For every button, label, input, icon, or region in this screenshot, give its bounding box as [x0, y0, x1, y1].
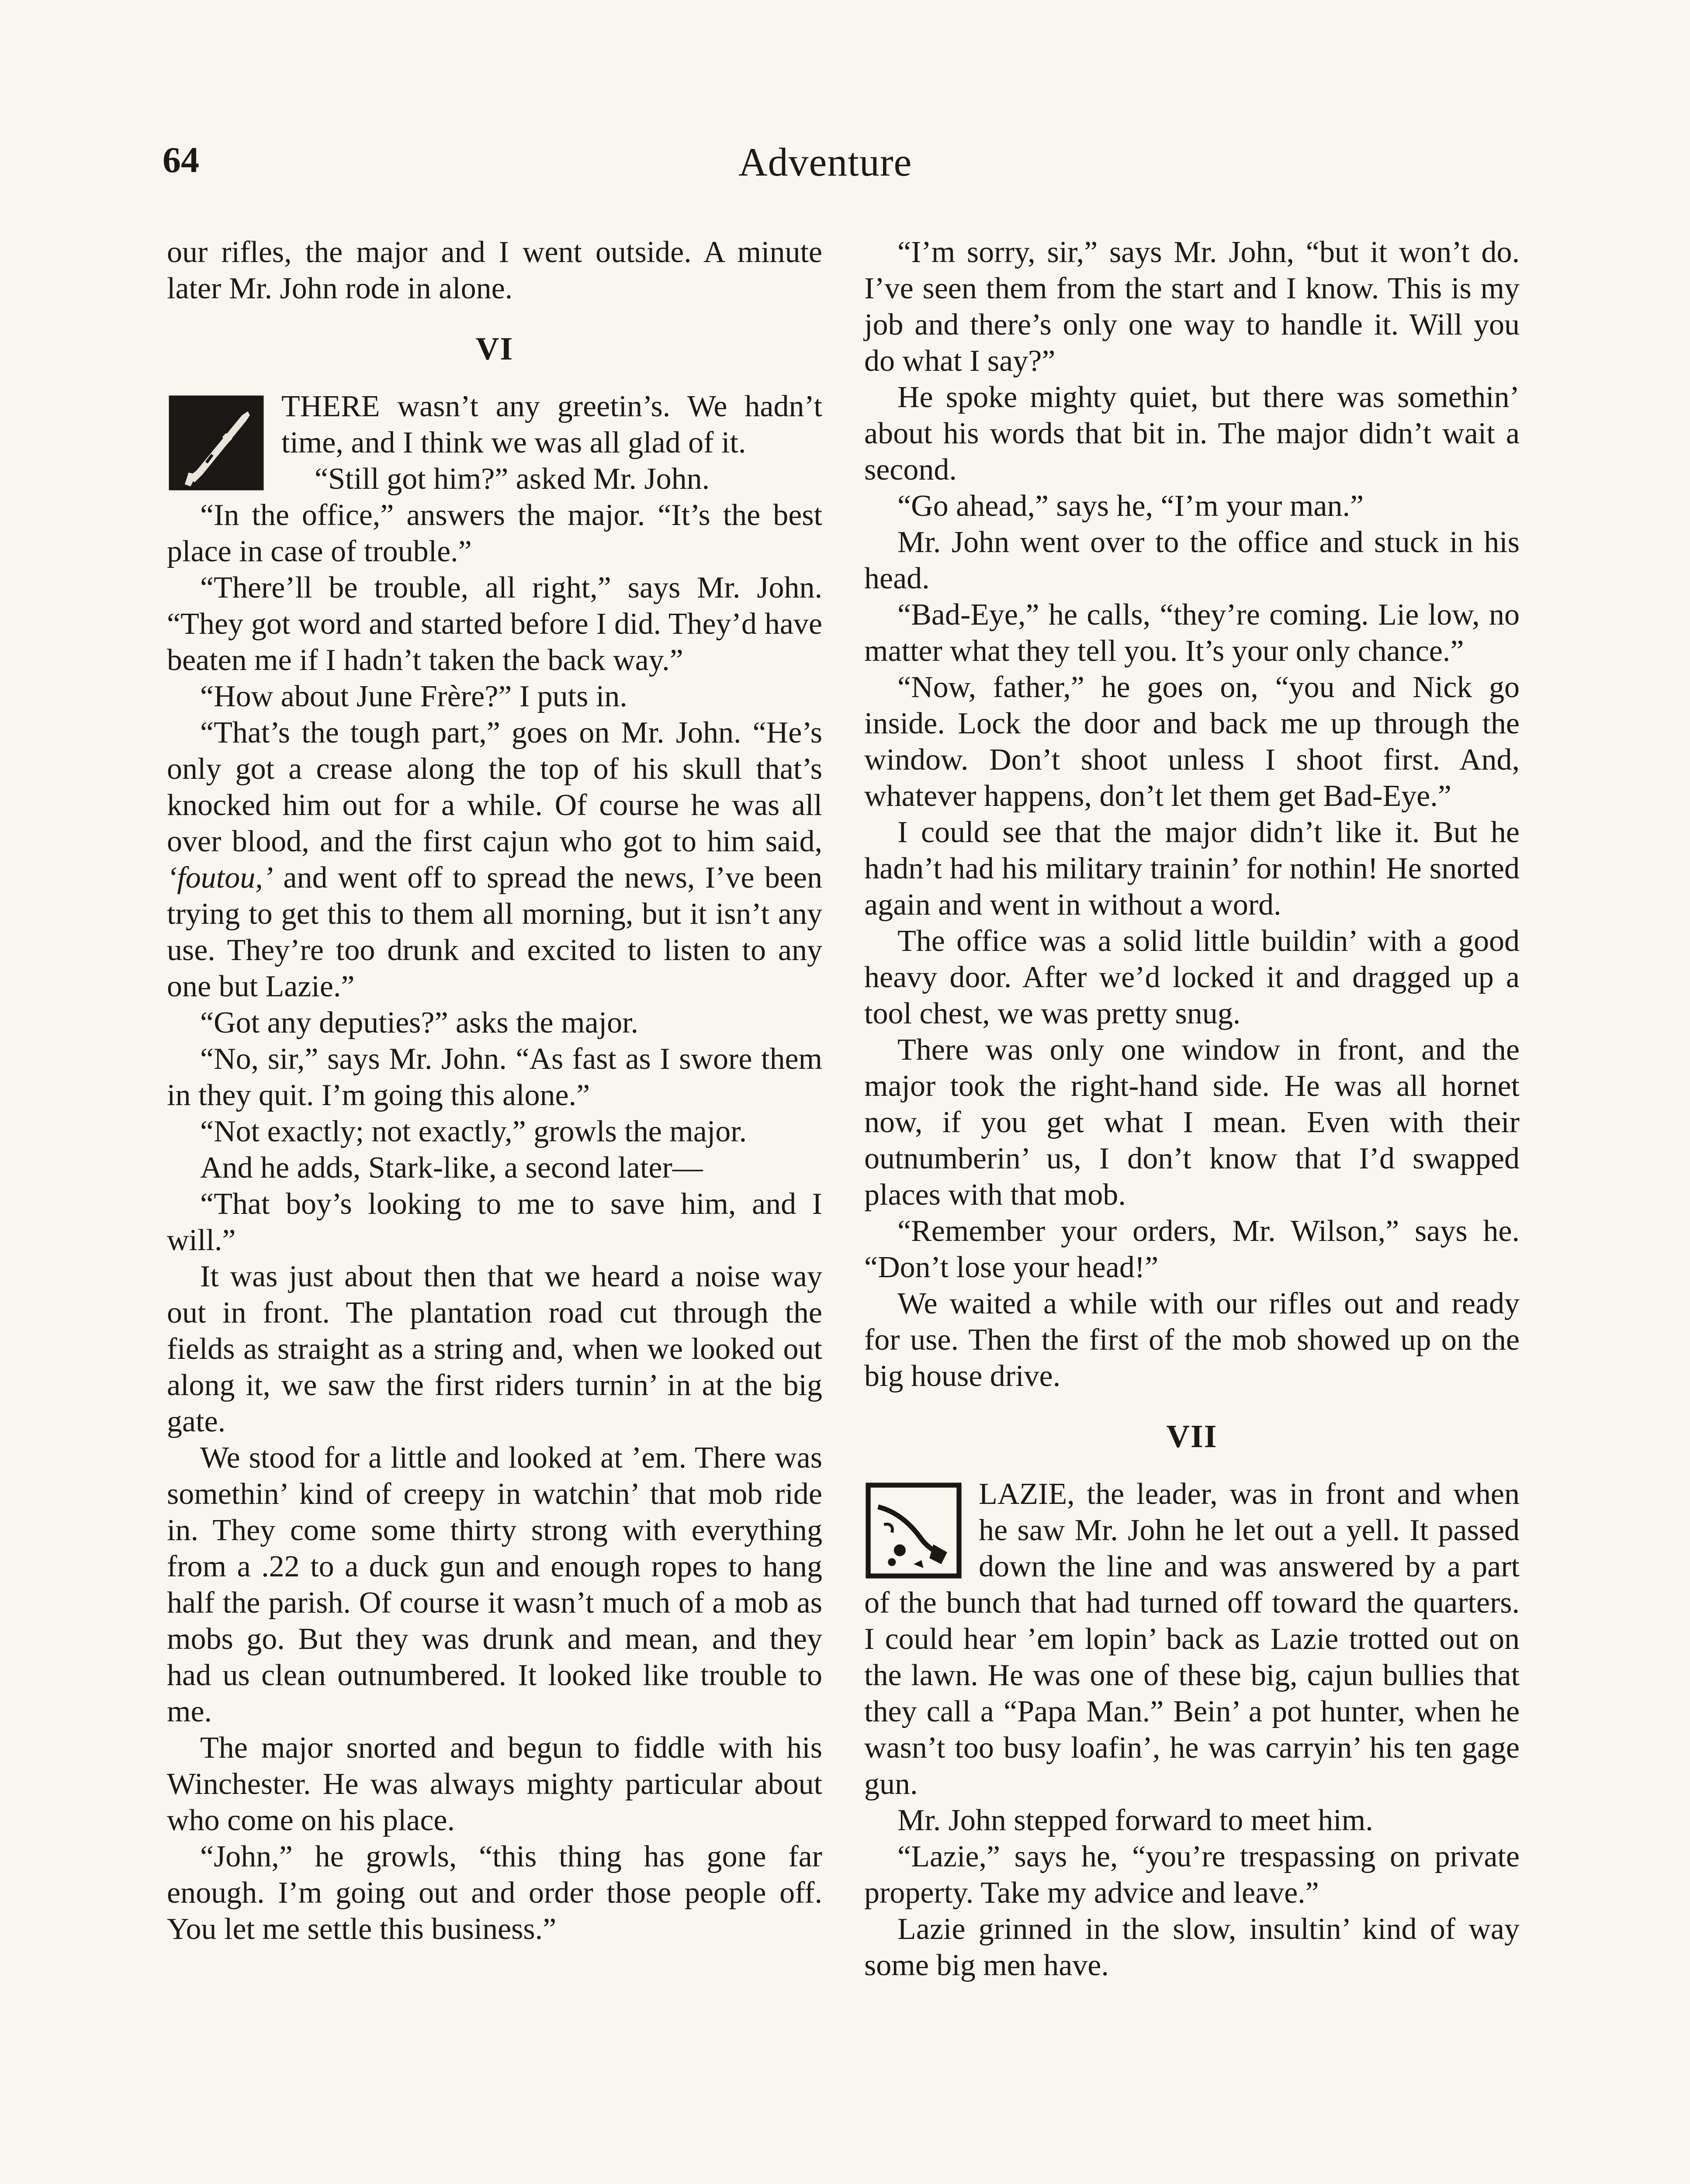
- paragraph: There was only one window in front, and the major took the right-hand side. He was all hornet now, if you get what I mean. Even with their outnumberin’ us, I don’t know that I’d swapped places with that mob.: [864, 1033, 1520, 1212]
- paragraph: “Got any deputies?” asks the major.: [200, 1006, 639, 1040]
- paragraph: It was just about then that we heard a noise way out in front. The plantation road cut through the fields as straight as a string and, when we looked out along it, we saw the first riders turnin’ in at the big gate.: [167, 1260, 822, 1438]
- section-heading-vi: VI: [475, 331, 514, 367]
- paragraph: “Bad-Eye,” he calls, “they’re coming. Lie low, no matter what they tell you. It’s your only chance.”: [864, 598, 1520, 668]
- paragraph: Mr. John went over to the office and stuck in his head.: [864, 525, 1520, 595]
- paragraph-drop-cap: THERE wasn’t any greetin’s. We hadn’t time, and I think we was all glad of it.: [281, 390, 822, 460]
- paragraph: “I’m sorry, sir,” says Mr. John, “but it won’t do. I’ve seen them from the start and I know. This is my job and there’s only one way to handle it. Will you do what I say?”: [864, 235, 1520, 378]
- running-head-title: Adventure: [738, 140, 912, 184]
- paragraph: “That boy’s looking to me to save him, and I will.”: [167, 1187, 822, 1257]
- paragraph-text: “That’s the tough part,” goes on Mr. John. “He’s only got a crease along the top of his skull that’s knocked him out for a while. Of course he was all over blood, and the first cajun who got to him said,: [167, 716, 822, 858]
- paragraph: our rifles, the major and I went outside. A minute later Mr. John rode in alone.: [167, 235, 822, 305]
- left-column: [167, 234, 822, 1947]
- paragraph: “No, sir,” says Mr. John. “As fast as I swore them in they quit. I’m going this alone.”: [167, 1042, 822, 1112]
- paragraph: “There’ll be trouble, all right,” says Mr. John. “They got word and started before I did. They’d have beaten me if I hadn’t taken the back way.”: [167, 571, 822, 677]
- italic-word: ‘foutou,’: [167, 861, 274, 895]
- right-column: [864, 234, 1520, 1984]
- paragraph-drop-cap: LAZIE, the leader, was in front and when he saw Mr. John he let out a yell. It passed down the line and was answered by a part of the bunch that had turned off toward the quarters. I could hear ’em lopin’ back as Lazie trotted out on the lawn. He was one of these big, cajun bullies that they call a “Papa Man.” Bein’ a pot hunter, when he wasn’t too busy loafin’, he was carryin’ his ten gage gun.: [864, 1477, 1520, 1801]
- paragraph: “Lazie,” says he, “you’re trespassing on private property. Take my advice and leave.”: [864, 1840, 1520, 1910]
- paragraph: Mr. John stepped forward to meet him.: [897, 1804, 1373, 1837]
- page-number: 64: [163, 140, 199, 180]
- paragraph: The major snorted and begun to fiddle with his Winchester. He was always mighty particular about who come on his place.: [167, 1731, 822, 1837]
- paragraph: The office was a solid little buildin’ with a good heavy door. After we’d locked it and dragged up a tool chest, we was pretty snug.: [864, 924, 1520, 1030]
- paragraph: “John,” he growls, “this thing has gone far enough. I’m going out and order those people off. You let me settle this business.”: [167, 1840, 822, 1946]
- drop-cap-rifle-illustration-icon: [167, 394, 266, 492]
- paragraph: “Remember your orders, Mr. Wilson,” says he. “Don’t lose your head!”: [864, 1214, 1520, 1284]
- paragraph-text: and went off to spread the news, I’ve been trying to get this to them all morning, but it isn’t any use. They’re too drunk and excited to listen to any one but Lazie.”: [167, 861, 822, 1003]
- paragraph: “In the office,” answers the major. “It’s the best place in case of trouble.”: [167, 498, 822, 568]
- section-heading-vii: VII: [1166, 1419, 1218, 1455]
- paragraph: “Go ahead,” says he, “I’m your man.”: [897, 489, 1364, 523]
- paragraph: “Now, father,” he goes on, “you and Nick go inside. Lock the door and back me up through the window. Don’t shoot unless I shoot first. And, whatever happens, don’t let them get Bad-Eye.”: [864, 670, 1520, 813]
- paragraph: “How about June Frère?” I puts in.: [200, 680, 627, 713]
- paragraph: He spoke mighty quiet, but there was somethin’ about his words that bit in. The major didn’t wait a second.: [864, 380, 1520, 487]
- paragraph: And he adds, Stark-like, a second later—: [200, 1151, 703, 1185]
- paragraph: “Not exactly; not exactly,” growls the major.: [200, 1115, 747, 1148]
- paragraph: [167, 715, 822, 1005]
- paragraph: I could see that the major didn’t like it. But he hadn’t had his military trainin’ for nothin! He snorted again and went in without a word.: [864, 816, 1520, 922]
- drop-cap-hand-illustration-icon: [864, 1481, 963, 1580]
- paragraph: We waited a while with our rifles out and ready for use. Then the first of the mob showed up on the big house drive.: [864, 1287, 1520, 1393]
- paragraph: We stood for a little and looked at ’em. There was somethin’ kind of creepy in watchin’ that mob ride in. They come some thirty strong with everything from a .22 to a duck gun and enough ropes to hang half the parish. Of course it wasn’t much of a mob as mobs go. But they was drunk and mean, and they had us clean outnumbered. It looked like trouble to me.: [167, 1441, 822, 1728]
- paragraph: “Still got him?” asked Mr. John.: [315, 462, 710, 496]
- paragraph: Lazie grinned in the slow, insultin’ kind of way some big men have.: [864, 1912, 1520, 1982]
